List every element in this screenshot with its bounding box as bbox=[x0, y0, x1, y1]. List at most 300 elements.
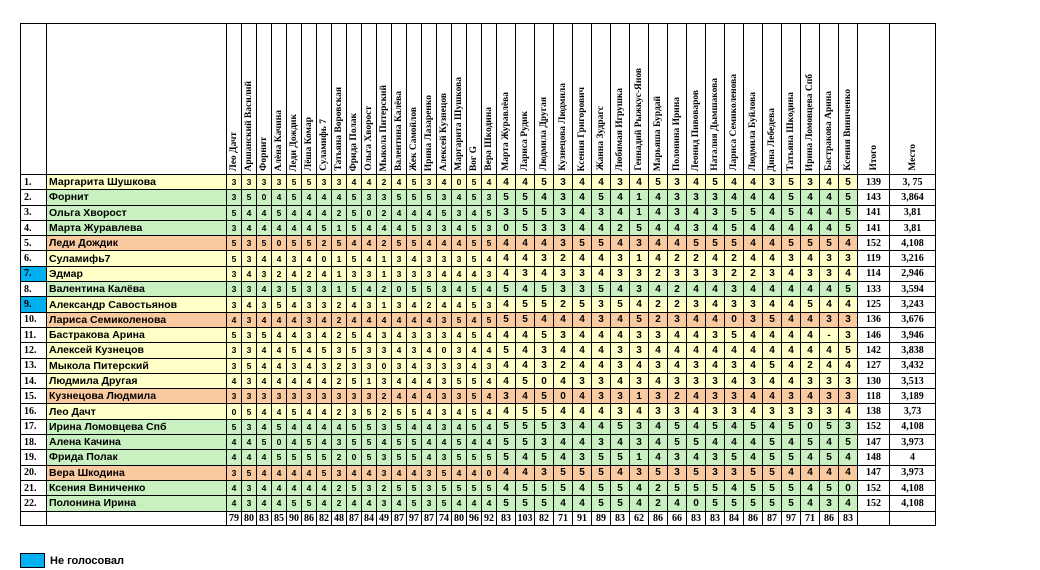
score-cell: 5 bbox=[763, 496, 782, 511]
column-header bbox=[257, 24, 272, 175]
score-cell: 4 bbox=[516, 465, 535, 480]
score-cell: 4 bbox=[272, 190, 287, 205]
score-cell: 1 bbox=[332, 266, 347, 281]
score-cell: 4 bbox=[287, 373, 302, 388]
score-cell: 4 bbox=[763, 343, 782, 358]
score-cell: 5 bbox=[687, 236, 706, 251]
score-cell: 4 bbox=[407, 465, 422, 480]
score-cell: 4 bbox=[452, 465, 467, 480]
score-cell: 4 bbox=[611, 282, 630, 297]
score-cell: 4 bbox=[392, 465, 407, 480]
score-cell: 3 bbox=[272, 175, 287, 190]
score-cell: 2 bbox=[302, 266, 317, 281]
score-cell: 3 bbox=[362, 358, 377, 373]
score-cell: 3 bbox=[554, 205, 573, 220]
row-number: 22. bbox=[21, 496, 47, 511]
score-cell: 5 bbox=[592, 236, 611, 251]
score-cell: 5 bbox=[227, 236, 242, 251]
score-cell: 4 bbox=[516, 389, 535, 404]
score-cell: 4 bbox=[801, 327, 820, 342]
score-cell: 4 bbox=[452, 220, 467, 235]
score-cell: 5 bbox=[482, 480, 497, 495]
column-sum: 86 bbox=[302, 511, 317, 525]
column-sum: 92 bbox=[482, 511, 497, 525]
score-cell: 3 bbox=[482, 190, 497, 205]
score-cell: 5 bbox=[482, 312, 497, 327]
score-cell: 4 bbox=[497, 327, 516, 342]
row-name: Лео Дачт bbox=[47, 404, 227, 419]
score-cell: 4 bbox=[467, 435, 482, 450]
column-sum: 90 bbox=[287, 511, 302, 525]
row-name: Мыкола Питерский bbox=[47, 358, 227, 373]
score-cell: 3 bbox=[242, 175, 257, 190]
score-cell: 4 bbox=[516, 236, 535, 251]
table-row bbox=[21, 404, 936, 419]
score-cell: 4 bbox=[763, 190, 782, 205]
score-cell: 4 bbox=[687, 404, 706, 419]
score-cell: 4 bbox=[706, 282, 725, 297]
column-header-label: Марьяша Бурдай bbox=[653, 95, 663, 171]
score-cell: 5 bbox=[467, 373, 482, 388]
score-cell: 5 bbox=[257, 327, 272, 342]
header-num-blank bbox=[21, 24, 47, 175]
column-sum: 87 bbox=[347, 511, 362, 525]
score-cell: 5 bbox=[407, 190, 422, 205]
score-cell: 5 bbox=[392, 419, 407, 434]
score-cell: 3 bbox=[725, 358, 744, 373]
score-cell: 4 bbox=[227, 373, 242, 388]
score-cell: 2 bbox=[554, 358, 573, 373]
row-total: 142 bbox=[858, 343, 890, 358]
score-cell: 4 bbox=[302, 373, 317, 388]
score-cell: 5 bbox=[611, 297, 630, 312]
score-cell: 5 bbox=[839, 190, 858, 205]
score-cell: 4 bbox=[630, 496, 649, 511]
score-cell: - bbox=[820, 327, 839, 342]
score-cell: 5 bbox=[516, 373, 535, 388]
score-cell: 4 bbox=[801, 496, 820, 511]
score-cell: 5 bbox=[467, 220, 482, 235]
score-cell: 5 bbox=[347, 282, 362, 297]
score-cell: 4 bbox=[573, 190, 592, 205]
row-total: 152 bbox=[858, 496, 890, 511]
score-cell: 5 bbox=[467, 190, 482, 205]
score-cell: 5 bbox=[820, 450, 839, 465]
score-cell: 4 bbox=[257, 465, 272, 480]
row-total: 136 bbox=[858, 312, 890, 327]
score-cell: 4 bbox=[782, 266, 801, 281]
score-cell: 3 bbox=[437, 358, 452, 373]
row-total: 141 bbox=[858, 205, 890, 220]
score-cell: 5 bbox=[392, 450, 407, 465]
score-cell: 4 bbox=[649, 236, 668, 251]
score-cell: 4 bbox=[497, 175, 516, 190]
score-cell: 5 bbox=[744, 419, 763, 434]
score-cell: 4 bbox=[437, 297, 452, 312]
row-number: 9. bbox=[21, 297, 47, 312]
table-row bbox=[21, 282, 936, 297]
total-header-label: Итого bbox=[868, 145, 879, 171]
score-cell: 4 bbox=[801, 343, 820, 358]
score-cell: 5 bbox=[287, 496, 302, 511]
row-name: Вера Шкодина bbox=[47, 465, 227, 480]
column-header-label: Татьяна Воровская bbox=[334, 87, 344, 171]
row-name: Маргарита Шушкова bbox=[47, 175, 227, 190]
score-cell: 4 bbox=[668, 236, 687, 251]
row-place: 3,973 bbox=[890, 435, 936, 450]
score-cell: 0 bbox=[257, 190, 272, 205]
row-total: 138 bbox=[858, 404, 890, 419]
row-place: 3,838 bbox=[890, 343, 936, 358]
score-cell: 4 bbox=[482, 327, 497, 342]
table-row bbox=[21, 327, 936, 342]
column-header bbox=[422, 24, 437, 175]
column-sum: 97 bbox=[782, 511, 801, 525]
score-cell: 3 bbox=[687, 373, 706, 388]
score-cell: 4 bbox=[272, 404, 287, 419]
column-header-label: Полонина Ирина bbox=[672, 96, 682, 171]
score-cell: 3 bbox=[535, 343, 554, 358]
score-cell: 4 bbox=[362, 312, 377, 327]
column-header-label: Леонид Пивоваров bbox=[691, 89, 701, 171]
score-cell: 4 bbox=[272, 465, 287, 480]
score-cell: 5 bbox=[744, 496, 763, 511]
score-cell: 4 bbox=[452, 266, 467, 281]
score-cell: 4 bbox=[573, 389, 592, 404]
score-cell: 4 bbox=[801, 205, 820, 220]
score-cell: 4 bbox=[763, 373, 782, 388]
score-cell: 4 bbox=[227, 496, 242, 511]
score-cell: 5 bbox=[407, 236, 422, 251]
score-cell: 5 bbox=[302, 435, 317, 450]
row-place: 3,243 bbox=[890, 297, 936, 312]
column-sum: 86 bbox=[744, 511, 763, 525]
column-header-label: Форнит bbox=[259, 137, 269, 171]
score-cell: 5 bbox=[407, 496, 422, 511]
score-cell: 5 bbox=[630, 312, 649, 327]
score-cell: 3 bbox=[347, 389, 362, 404]
column-header-label: Ксения Григорович bbox=[577, 86, 587, 171]
score-cell: 5 bbox=[362, 435, 377, 450]
score-cell: 3 bbox=[839, 327, 858, 342]
score-cell: 4 bbox=[801, 282, 820, 297]
score-cell: 4 bbox=[452, 282, 467, 297]
score-cell: 4 bbox=[482, 251, 497, 266]
score-cell: 4 bbox=[592, 343, 611, 358]
score-cell: 5 bbox=[801, 435, 820, 450]
score-cell: 5 bbox=[392, 480, 407, 495]
column-header-label: Вог G bbox=[469, 145, 479, 171]
score-cell: 2 bbox=[744, 266, 763, 281]
score-cell: 4 bbox=[317, 435, 332, 450]
score-cell: 4 bbox=[482, 435, 497, 450]
score-cell: 3 bbox=[317, 282, 332, 297]
score-cell: 4 bbox=[592, 220, 611, 235]
score-cell: 4 bbox=[437, 236, 452, 251]
score-cell: 3 bbox=[535, 220, 554, 235]
score-cell: 4 bbox=[744, 404, 763, 419]
column-header-label: Валентина Калёва bbox=[394, 91, 404, 171]
score-cell: 2 bbox=[332, 205, 347, 220]
score-cell: 3 bbox=[227, 297, 242, 312]
score-cell: 5 bbox=[687, 435, 706, 450]
score-cell: 4 bbox=[407, 389, 422, 404]
score-cell: 4 bbox=[573, 175, 592, 190]
score-cell: 3 bbox=[452, 205, 467, 220]
score-cell: 0 bbox=[452, 175, 467, 190]
score-cell: 3 bbox=[554, 266, 573, 281]
score-cell: 4 bbox=[452, 190, 467, 205]
score-cell: 3 bbox=[437, 312, 452, 327]
column-sum: 71 bbox=[554, 511, 573, 525]
score-cell: 3 bbox=[687, 358, 706, 373]
score-cell: 3 bbox=[725, 389, 744, 404]
score-cell: 4 bbox=[744, 389, 763, 404]
table-row bbox=[21, 389, 936, 404]
score-cell: 4 bbox=[302, 343, 317, 358]
score-cell: 4 bbox=[272, 343, 287, 358]
score-cell: 3 bbox=[839, 373, 858, 388]
score-cell: 5 bbox=[782, 450, 801, 465]
score-cell: 5 bbox=[706, 236, 725, 251]
score-cell: 5 bbox=[535, 404, 554, 419]
column-header bbox=[668, 24, 687, 175]
row-name: Лариса Семиколенова bbox=[47, 312, 227, 327]
score-cell: 5 bbox=[242, 358, 257, 373]
score-cell: 4 bbox=[573, 343, 592, 358]
score-cell: 3 bbox=[362, 190, 377, 205]
score-cell: 3 bbox=[554, 327, 573, 342]
score-cell: 3 bbox=[611, 358, 630, 373]
score-cell: 5 bbox=[535, 450, 554, 465]
score-cell: 3 bbox=[592, 312, 611, 327]
score-cell: 3 bbox=[437, 327, 452, 342]
column-header bbox=[272, 24, 287, 175]
score-cell: 5 bbox=[706, 496, 725, 511]
column-header bbox=[377, 24, 392, 175]
score-cell: 3 bbox=[668, 266, 687, 281]
score-cell: 5 bbox=[407, 450, 422, 465]
column-header bbox=[362, 24, 377, 175]
score-cell: 4 bbox=[347, 175, 362, 190]
total-header bbox=[858, 24, 890, 175]
score-cell: 4 bbox=[706, 435, 725, 450]
column-header-label: Наталия Дымшакова bbox=[710, 78, 720, 171]
score-cell: 4 bbox=[630, 175, 649, 190]
score-cell: 4 bbox=[801, 480, 820, 495]
score-cell: 5 bbox=[782, 236, 801, 251]
score-cell: 5 bbox=[347, 251, 362, 266]
row-place: 4,108 bbox=[890, 419, 936, 434]
score-cell: 4 bbox=[437, 266, 452, 281]
score-cell: 4 bbox=[347, 297, 362, 312]
score-cell: 3 bbox=[497, 389, 516, 404]
column-header bbox=[687, 24, 706, 175]
score-cell: 4 bbox=[362, 327, 377, 342]
score-cell: 4 bbox=[706, 220, 725, 235]
score-cell: 3 bbox=[820, 389, 839, 404]
score-cell: 5 bbox=[801, 297, 820, 312]
score-cell: 3 bbox=[377, 373, 392, 388]
score-cell: 4 bbox=[362, 236, 377, 251]
score-cell: 5 bbox=[437, 205, 452, 220]
score-cell: 4 bbox=[272, 251, 287, 266]
score-cell: 4 bbox=[482, 282, 497, 297]
score-cell: 4 bbox=[592, 175, 611, 190]
score-cell: 5 bbox=[437, 480, 452, 495]
score-cell: 4 bbox=[362, 251, 377, 266]
score-cell: 4 bbox=[573, 205, 592, 220]
score-cell: 3 bbox=[377, 496, 392, 511]
score-cell: 3 bbox=[272, 282, 287, 297]
row-place: 3,946 bbox=[890, 327, 936, 342]
score-cell: 4 bbox=[744, 190, 763, 205]
row-total: 147 bbox=[858, 435, 890, 450]
score-cell: 4 bbox=[317, 312, 332, 327]
score-cell: 5 bbox=[497, 282, 516, 297]
score-cell: 4 bbox=[422, 404, 437, 419]
score-cell: 3 bbox=[302, 327, 317, 342]
sum-row bbox=[21, 511, 936, 525]
score-cell: 4 bbox=[482, 389, 497, 404]
score-cell: 4 bbox=[687, 343, 706, 358]
score-cell: 4 bbox=[272, 480, 287, 495]
score-cell: 5 bbox=[467, 404, 482, 419]
score-cell: 5 bbox=[407, 282, 422, 297]
score-cell: 2 bbox=[422, 297, 437, 312]
score-cell: 1 bbox=[630, 389, 649, 404]
score-cell: 4 bbox=[467, 312, 482, 327]
score-cell: 4 bbox=[272, 358, 287, 373]
score-cell: 0 bbox=[362, 205, 377, 220]
score-cell: 0 bbox=[227, 404, 242, 419]
score-cell: 3 bbox=[437, 404, 452, 419]
score-cell: 3 bbox=[839, 312, 858, 327]
score-cell: 4 bbox=[611, 327, 630, 342]
score-cell: 5 bbox=[317, 343, 332, 358]
column-sum: 83 bbox=[257, 511, 272, 525]
score-cell: 5 bbox=[467, 419, 482, 434]
column-header bbox=[482, 24, 497, 175]
score-cell: 5 bbox=[516, 404, 535, 419]
score-cell: 5 bbox=[347, 435, 362, 450]
score-cell: 4 bbox=[516, 327, 535, 342]
score-cell: 4 bbox=[725, 175, 744, 190]
score-cell: 5 bbox=[649, 175, 668, 190]
score-cell: 5 bbox=[332, 236, 347, 251]
score-cell: 5 bbox=[362, 450, 377, 465]
score-cell: 4 bbox=[467, 266, 482, 281]
score-cell: 5 bbox=[535, 175, 554, 190]
score-cell: 5 bbox=[535, 205, 554, 220]
score-cell: 3 bbox=[377, 327, 392, 342]
score-cell: 4 bbox=[535, 190, 554, 205]
column-header bbox=[452, 24, 467, 175]
score-cell: 4 bbox=[392, 312, 407, 327]
score-cell: 3 bbox=[242, 343, 257, 358]
score-cell: 3 bbox=[668, 465, 687, 480]
score-cell: 4 bbox=[592, 358, 611, 373]
column-header-label: Лариса Семиколенова bbox=[729, 74, 739, 171]
score-cell: 3 bbox=[649, 389, 668, 404]
sum-blank-num bbox=[21, 511, 47, 525]
score-cell: 3 bbox=[706, 404, 725, 419]
column-sum: 83 bbox=[687, 511, 706, 525]
score-cell: 2 bbox=[649, 266, 668, 281]
score-cell: 5 bbox=[763, 480, 782, 495]
score-cell: 4 bbox=[801, 312, 820, 327]
score-cell: 5 bbox=[272, 205, 287, 220]
score-cell: 4 bbox=[407, 358, 422, 373]
score-cell: 0 bbox=[347, 450, 362, 465]
score-cell: 3 bbox=[668, 450, 687, 465]
score-cell: 4 bbox=[407, 419, 422, 434]
score-cell: 5 bbox=[516, 480, 535, 495]
score-cell: 3 bbox=[242, 496, 257, 511]
score-cell: 4 bbox=[392, 327, 407, 342]
row-number: 18. bbox=[21, 435, 47, 450]
score-cell: 4 bbox=[573, 327, 592, 342]
score-cell: 3 bbox=[257, 266, 272, 281]
score-cell: 3 bbox=[706, 450, 725, 465]
score-cell: 4 bbox=[392, 496, 407, 511]
row-place: 3,676 bbox=[890, 312, 936, 327]
column-sum: 48 bbox=[332, 511, 347, 525]
column-header bbox=[242, 24, 257, 175]
score-cell: 5 bbox=[611, 496, 630, 511]
score-cell: 5 bbox=[706, 175, 725, 190]
score-cell: 3 bbox=[706, 465, 725, 480]
score-cell: 3 bbox=[630, 343, 649, 358]
score-cell: 4 bbox=[649, 220, 668, 235]
score-cell: 5 bbox=[763, 312, 782, 327]
score-cell: 4 bbox=[467, 205, 482, 220]
score-cell: 5 bbox=[611, 419, 630, 434]
column-header-label: Алёна Качина bbox=[274, 109, 284, 171]
row-name: Полонина Ирина bbox=[47, 496, 227, 511]
score-cell: 4 bbox=[820, 358, 839, 373]
column-header bbox=[706, 24, 725, 175]
score-cell: 3 bbox=[452, 358, 467, 373]
score-cell: 4 bbox=[257, 419, 272, 434]
table-row bbox=[21, 419, 936, 434]
score-cell: 2 bbox=[687, 251, 706, 266]
score-cell: 4 bbox=[257, 496, 272, 511]
score-cell: 4 bbox=[801, 465, 820, 480]
column-header bbox=[573, 24, 592, 175]
score-cell: 4 bbox=[407, 297, 422, 312]
score-cell: 4 bbox=[302, 220, 317, 235]
score-cell: 3 bbox=[592, 389, 611, 404]
score-cell: 5 bbox=[535, 496, 554, 511]
score-cell: 3 bbox=[535, 358, 554, 373]
score-cell: 3 bbox=[257, 175, 272, 190]
column-sum: 87 bbox=[422, 511, 437, 525]
score-cell: 4 bbox=[516, 343, 535, 358]
sum-blank-place bbox=[890, 511, 936, 525]
score-cell: 2 bbox=[649, 312, 668, 327]
score-cell: 5 bbox=[257, 236, 272, 251]
score-cell: 4 bbox=[242, 450, 257, 465]
score-cell: 4 bbox=[668, 496, 687, 511]
column-header-label: Лёша Комар bbox=[304, 117, 314, 171]
column-sum: 71 bbox=[801, 511, 820, 525]
score-cell: 4 bbox=[763, 327, 782, 342]
score-cell: 4 bbox=[516, 175, 535, 190]
column-header-label: Вера Шкодина bbox=[484, 107, 494, 171]
row-place: 3,216 bbox=[890, 251, 936, 266]
score-cell: 3 bbox=[242, 312, 257, 327]
